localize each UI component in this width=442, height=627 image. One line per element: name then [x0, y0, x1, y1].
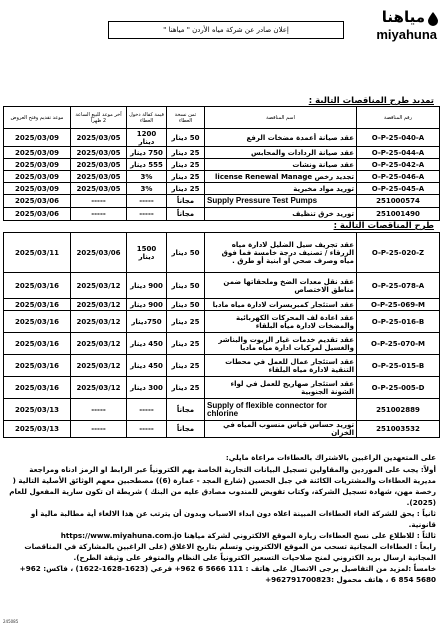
section1-title: تمديد طرح المناقصات التالية :	[308, 96, 434, 106]
bond-value-cell: -----	[127, 195, 167, 208]
bond-value-cell: 750 دينار	[127, 147, 167, 159]
opening-date-cell: 2025/03/06	[4, 195, 71, 208]
bond-value-cell: 750دينار	[127, 311, 167, 333]
condition-2: ثانياً : يحق للشركة الغاء العطاءات المبينة اعلاه دون ابداء الاسباب وبدون أن يترتب عن هذا الالغاء أية مطالبة مالية أو قانونية.	[30, 509, 436, 529]
opening-date-cell: 2025/03/13	[4, 421, 71, 438]
table-row	[4, 147, 440, 159]
copy-price-cell: 50 دينار	[167, 299, 205, 311]
bond-value-cell: 1500 دينار	[127, 233, 167, 273]
copy-price-cell: 25 دينار	[167, 333, 205, 355]
opening-date-cell: 2025/03/09	[4, 183, 71, 195]
tender-name-cell: تجديد رخص license Renewal Manage	[205, 171, 357, 183]
bond-value-cell: 555 دينار	[127, 159, 167, 171]
header	[0, 0, 442, 52]
tender-number-cell: O-P-25-046-A	[357, 171, 440, 183]
bond-value-cell: 3%	[127, 183, 167, 195]
table-row	[4, 377, 440, 399]
bond-value-cell: 450 دينار	[127, 355, 167, 377]
tender-number-cell: O-P-25-069-M	[357, 299, 440, 311]
col-header-price: ثمن نسخة العطاء	[167, 107, 205, 129]
tender-number-cell: 251001490	[357, 208, 440, 221]
opening-date-cell: 2025/03/16	[4, 273, 71, 299]
opening-date-cell: 2025/03/09	[4, 159, 71, 171]
tender-number-cell: O-P-25-042-A	[357, 159, 440, 171]
logo-english-text: miyahuna	[376, 27, 437, 42]
condition-3: ثالثاً : للاطلاع على نسخ العطاءات زيارة الموقع الالكتروني لشركة مياهنا https://www.miyahuna.com.jo	[60, 531, 436, 540]
tender-name-cell: عقد تقديم خدمات غيار الزيوت والبناشر والغسيل لمركبات ادارة مياه مادبا	[205, 333, 357, 355]
table-row	[4, 183, 440, 195]
copy-price-cell: 50 دينار	[167, 129, 205, 147]
opening-date-cell: 2025/03/09	[4, 129, 71, 147]
bond-value-cell: -----	[127, 208, 167, 221]
tender-number-cell: 251003532	[357, 421, 440, 438]
bond-value-cell: 900 دينار	[127, 299, 167, 311]
copy-price-cell: 25 دينار	[167, 159, 205, 171]
copy-price-cell: مجاناً	[167, 208, 205, 221]
bond-value-cell: 1200 دينار	[127, 129, 167, 147]
opening-date-cell: 2025/03/13	[4, 399, 71, 421]
condition-4: رابعاً : العطاءات المجانية تسحب من الموقع الالكتروني وتسلم بتاريخ الاغلاق (على الراغبين بالمشاركة في المناقصات المجانية ارسال بريد الكتروني لمنح صلاحيات التسعير الكترونياً على النظام والمتوفر على وثيقة الطرح).	[24, 542, 436, 562]
opening-date-cell: 2025/03/16	[4, 333, 71, 355]
opening-date-cell: 2025/03/06	[4, 208, 71, 221]
tender-number-cell: O-P-25-040-A	[357, 129, 440, 147]
copy-price-cell: مجاناً	[167, 195, 205, 208]
opening-date-cell: 2025/03/09	[4, 171, 71, 183]
sale-deadline-cell: 2025/03/05	[71, 171, 127, 183]
sale-deadline-cell: 2025/03/05	[71, 183, 127, 195]
table-row	[4, 195, 440, 208]
table-row	[4, 299, 440, 311]
tender-name-cell: عقد نقل معدات الضخ وملحقاتها ضمن مناطق الاختصاص	[205, 273, 357, 299]
table-row	[4, 355, 440, 377]
sale-deadline-cell: -----	[71, 208, 127, 221]
sale-deadline-cell: 2025/03/05	[71, 159, 127, 171]
copy-price-cell: 25 دينار	[167, 377, 205, 399]
tender-name-cell: عقد صيانة ونشات	[205, 159, 357, 171]
table-row	[4, 399, 440, 421]
miyahuna-logo	[351, 8, 439, 48]
tender-number-cell: 251000574	[357, 195, 440, 208]
bond-value-cell: -----	[127, 421, 167, 438]
table-header-row	[4, 107, 440, 129]
col-header-number: رقم المناقصة	[357, 107, 440, 129]
water-drop-icon	[427, 12, 439, 26]
tender-number-cell: O-P-25-070-M	[357, 333, 440, 355]
tender-name-cell: عقد استئجار صهاريج للعمل في لواء الشونة الجنوبية	[205, 377, 357, 399]
conditions-text	[6, 452, 436, 585]
tender-name-cell: توريد حساس قياس منسوب المياه في الخزان	[205, 421, 357, 438]
sale-deadline-cell: 2025/03/12	[71, 333, 127, 355]
opening-date-cell: 2025/03/16	[4, 355, 71, 377]
col-header-opening: موعد تقديم وفتح العروض	[4, 107, 71, 129]
tender-name-cell: توريد مواد مخبرية	[205, 183, 357, 195]
table-row	[4, 311, 440, 333]
footer-code: 245085	[3, 619, 19, 624]
col-header-sale-deadline: آخر موعد للبيع الساعة 2 ظهراً	[71, 107, 127, 129]
tender-number-cell: O-P-25-016-B	[357, 311, 440, 333]
tender-name-cell: عقد استئجار كمبريسرات لادارة مياه مادبا	[205, 299, 357, 311]
tender-name-cell: Supply Pressure Test Pumps	[205, 195, 357, 208]
sale-deadline-cell: 2025/03/12	[71, 377, 127, 399]
sale-deadline-cell: -----	[71, 195, 127, 208]
copy-price-cell: 25 دينار	[167, 183, 205, 195]
opening-date-cell: 2025/03/11	[4, 233, 71, 273]
tender-name-cell: عقد استئجار عمال للعمل في محطات التنقية لادارة مياه البلقاء	[205, 355, 357, 377]
opening-date-cell: 2025/03/16	[4, 299, 71, 311]
sale-deadline-cell: 2025/03/12	[71, 355, 127, 377]
bond-value-cell: 3%	[127, 171, 167, 183]
opening-date-cell: 2025/03/16	[4, 311, 71, 333]
bond-value-cell: -----	[127, 399, 167, 421]
tender-number-cell: O-P-25-015-B	[357, 355, 440, 377]
tender-name-cell: عقد اعادة لف المحركات الكهربائية والمضخات لادارة مياه البلقاء	[205, 311, 357, 333]
tender-name-cell: عقد صيانة أعمدة مضخات الرفع	[205, 129, 357, 147]
sale-deadline-cell: 2025/03/06	[71, 233, 127, 273]
tender-name-cell: توريد خرق تنظيف	[205, 208, 357, 221]
sale-deadline-cell: -----	[71, 421, 127, 438]
opening-date-cell: 2025/03/09	[4, 147, 71, 159]
copy-price-cell: 50 دينار	[167, 273, 205, 299]
notice-banner: إعلان صادر عن شركة مياه الأردن " مياهنا "	[108, 21, 344, 39]
tender-number-cell: O-P-25-020-Z	[357, 233, 440, 273]
col-header-bond: قيمة كفالة دخول العطاء	[127, 107, 167, 129]
copy-price-cell: 25 دينار	[167, 171, 205, 183]
tender-number-cell: O-P-25-078-A	[357, 273, 440, 299]
table-row	[4, 233, 440, 273]
logo-arabic-text: مياهنا	[381, 8, 425, 26]
table-row	[4, 273, 440, 299]
table-row	[4, 208, 440, 221]
condition-1: أولاً: يجب على الموردين والمقاولين تسجيل البيانات التجارية الخاصة بهم الكترونياً عبر الرابط او الرمز ادناه ومراجعة مديرية العطاءات والمشتريات الكائنة في جبل الحسين (شارع المجد - عمارة (6)) مصطحبين معهم الوثائق الأصلية التالية ( رخصة مهن، شهادة تسجيل الشركة، وكتاب تفويض للمندوب مصادق عليه من البنك ) شريطة ان تكون سارية المفعول للعام (2025).	[9, 465, 436, 507]
tender-name-cell: Supply of flexible connector for chlorine	[205, 399, 357, 421]
table-row	[4, 129, 440, 147]
condition-5: خامساً :لمزيد من التفاصيل يرجى الاتصال على هاتف : 111 5666 6 962+ فرعي (1623-1628-1622) ، فاكس: 962+ 5680 854 6 ، هاتف محمول :962791700823+	[19, 564, 436, 584]
sale-deadline-cell: 2025/03/05	[71, 129, 127, 147]
table-row	[4, 333, 440, 355]
tender-number-cell: 251002889	[357, 399, 440, 421]
sale-deadline-cell: 2025/03/05	[71, 147, 127, 159]
copy-price-cell: 25 دينار	[167, 147, 205, 159]
table-row	[4, 171, 440, 183]
sale-deadline-cell: 2025/03/12	[71, 299, 127, 311]
sale-deadline-cell: 2025/03/12	[71, 273, 127, 299]
copy-price-cell: 25 دينار	[167, 355, 205, 377]
sale-deadline-cell: -----	[71, 399, 127, 421]
copy-price-cell: مجاناً	[167, 421, 205, 438]
table-row	[4, 159, 440, 171]
tender-number-cell: O-P-25-044-A	[357, 147, 440, 159]
opening-date-cell: 2025/03/16	[4, 377, 71, 399]
tender-name-cell: عقد صيانة الردادات والمحابس	[205, 147, 357, 159]
tender-number-cell: O-P-25-005-D	[357, 377, 440, 399]
bond-value-cell: 450 دينار	[127, 333, 167, 355]
copy-price-cell: 50 دينار	[167, 233, 205, 273]
section2-title: طرح المناقصات التالية :	[333, 221, 434, 231]
sale-deadline-cell: 2025/03/12	[71, 311, 127, 333]
copy-price-cell: مجاناً	[167, 399, 205, 421]
conditions-intro: على المتعهدين الراغبين بالاشتراك بالعطاءات مراعاة مايلي:	[225, 453, 436, 462]
bond-value-cell: 300 دينار	[127, 377, 167, 399]
tender-name-cell: عقد تجريف سيل الضليل لادارة مياه الزرقاء / تصنيف درجة خامسة فما فوق مياه وصرف صحي او ابنية أو طرق .	[205, 233, 357, 273]
extended-tenders-table	[3, 106, 440, 221]
copy-price-cell: 25 دينار	[167, 311, 205, 333]
table-row	[4, 421, 440, 438]
bond-value-cell: 900 دينار	[127, 273, 167, 299]
col-header-name: اسم المناقصة	[205, 107, 357, 129]
tender-number-cell: O-P-25-045-A	[357, 183, 440, 195]
new-tenders-table	[3, 232, 440, 438]
